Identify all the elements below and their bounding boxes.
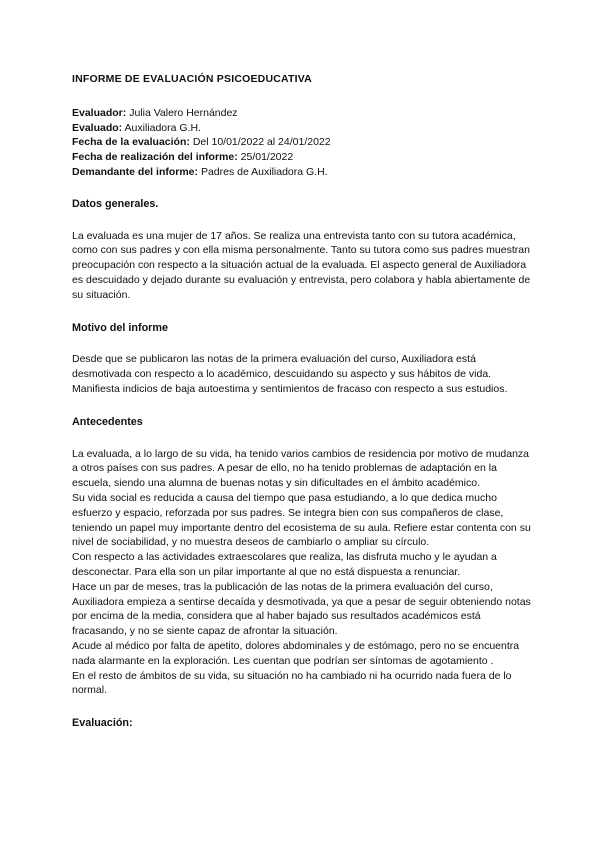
meta-report-date bbox=[72, 150, 532, 165]
section-report-reason bbox=[72, 321, 532, 397]
section-heading: Antecedentes bbox=[72, 415, 143, 428]
paragraph: Desde que se publicaron las notas de la primera evaluación del curso, Auxiliadora está desmotivada con respecto a lo académico, descuidando su aspecto y sus hábitos de vida. Manifiesta indicios de baja autoestima y sentimientos de fracaso con respecto a sus estudios. bbox=[72, 353, 508, 395]
meta-value: Auxiliadora G.H. bbox=[124, 121, 201, 134]
paragraph: Hace un par de meses, tras la publicación de las notas de la primera evaluación del curso, Auxiliadora empieza a sentirse decaída y desmotivada, ya que a pesar de seguir obteniendo notas por encima de la media, considera que al haber bajado sus resultados académicos está fracasando, y no se siente capaz de afrontar la situación. bbox=[72, 580, 531, 638]
paragraph: La evaluada, a lo largo de su vida, ha tenido varios cambios de residencia por motivo de mudanza a otros países con sus padres. A pesar de ello, no ha tenido problemas de adaptación en la escuela, siendo una alumna de buenas notas y sin dificultades en el ámbito académico. bbox=[72, 447, 530, 490]
paragraph: La evaluada es una mujer de 17 años. Se realiza una entrevista tanto con su tutora académica, como con sus padres y con ella misma personalmente. Tanto su tutora como sus padres muestran preocupación con respecto a la situación actual de la evaluada. El aspecto general de Auxiliadora es descuidado y dejado durante su evaluación y entrevista, pero colabora y habla abiertamente de su situación. bbox=[72, 229, 531, 301]
meta-evaluee bbox=[72, 121, 532, 136]
meta-evaluation-date bbox=[72, 135, 532, 150]
meta-label: Evaluado: bbox=[72, 121, 123, 134]
paragraph: Con respecto a las actividades extraescolares que realiza, las disfruta mucho y le ayudan a desconectar. Para ella son un pilar importante al que no está dispuesta a renunciar. bbox=[72, 551, 497, 578]
section-background bbox=[72, 415, 532, 698]
meta-value: Del 10/01/2022 al 24/01/2022 bbox=[192, 136, 331, 149]
document-title: INFORME DE EVALUACIÓN PSICOEDUCATIVA bbox=[72, 73, 312, 85]
meta-evaluator bbox=[72, 106, 532, 121]
section-general-data bbox=[72, 197, 532, 303]
paragraph: Acude al médico por falta de apetito, dolores abdominales y de estómago, pero no se encuentra nada alarmante en la exploración. Les cuentan que podrían ser síntomas de agotamiento . bbox=[72, 639, 520, 667]
meta-value: Julia Valero Hernández bbox=[129, 106, 238, 119]
section-heading: Datos generales. bbox=[72, 197, 159, 210]
document-page bbox=[72, 72, 532, 749]
meta-label: Evaluador: bbox=[72, 106, 127, 119]
report-metadata bbox=[72, 106, 532, 180]
meta-requester bbox=[72, 165, 532, 180]
paragraph: En el resto de ámbitos de su vida, su situación no ha cambiado ni ha ocurrido nada fuera de lo normal. bbox=[72, 669, 512, 697]
section-evaluation bbox=[72, 716, 532, 731]
section-heading: Motivo del informe bbox=[72, 321, 168, 334]
meta-value: Padres de Auxiliadora G.H. bbox=[200, 165, 328, 178]
section-heading: Evaluación: bbox=[72, 717, 133, 730]
meta-value: 25/01/2022 bbox=[240, 151, 294, 164]
paragraph: Su vida social es reducida a causa del tiempo que pasa estudiando, a lo que dedica mucho esfuerzo y espacio, reforzada por sus padres. Se integra bien con sus compañeros de clase, teniendo un papel muy importante dentro del ecosistema de su aula. Refiere estar contenta con su nivel de sociabilidad, y no muestra deseos de cambiarlo o ampliar su círculo. bbox=[72, 491, 531, 549]
meta-label: Fecha de realización del informe: bbox=[72, 151, 238, 164]
meta-label: Fecha de la evaluación: bbox=[72, 136, 190, 149]
meta-label: Demandante del informe: bbox=[72, 165, 199, 178]
